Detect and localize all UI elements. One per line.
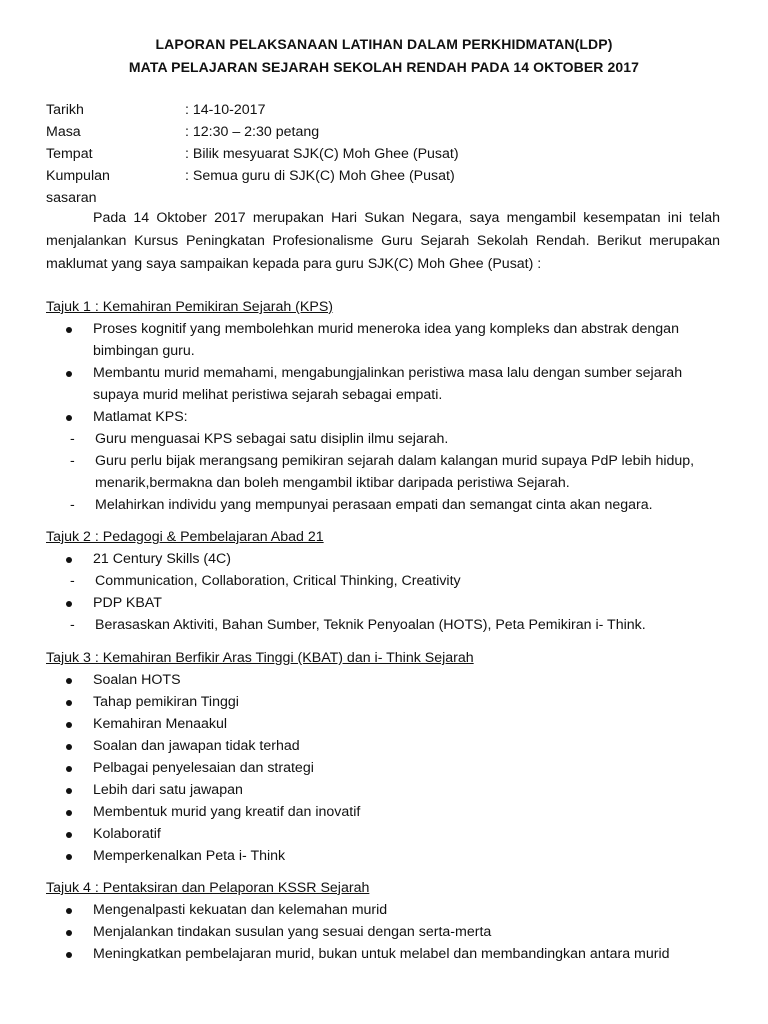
bullet-item — [46, 713, 726, 735]
info-label: Tarikh — [46, 102, 84, 118]
bullet-icon — [66, 832, 72, 838]
section-heading: Tajuk 3 : Kemahiran Berfikir Aras Tinggi (KBAT) dan i- Think Sejarah — [46, 650, 474, 666]
bullet-item — [46, 735, 726, 757]
bullet-item — [46, 757, 726, 779]
dash-marker: - — [70, 497, 75, 513]
dash-item — [46, 494, 726, 516]
bullet-item — [46, 943, 726, 965]
item-text: Lebih dari satu jawapan — [93, 782, 243, 798]
info-value: : Semua guru di SJK(C) Moh Ghee (Pusat) — [185, 168, 455, 184]
bullet-item — [46, 823, 726, 845]
bullet-item — [46, 362, 726, 406]
bullet-icon — [66, 700, 72, 706]
bullet-item — [46, 691, 726, 713]
section-3 — [46, 647, 726, 867]
bullet-icon — [66, 722, 72, 728]
section-list — [46, 548, 726, 636]
bullet-icon — [66, 788, 72, 794]
info-label: Masa — [46, 124, 81, 140]
item-text: Tahap pemikiran Tinggi — [93, 694, 239, 710]
bullet-icon — [66, 854, 72, 860]
item-text: Communication, Collaboration, Critical Thinking, Creativity — [95, 573, 461, 589]
section-heading: Tajuk 2 : Pedagogi & Pembelajaran Abad 21 — [46, 529, 324, 545]
item-text: Guru menguasai KPS sebagai satu disiplin ilmu sejarah. — [95, 431, 449, 447]
bullet-icon — [66, 415, 72, 421]
item-text: Soalan dan jawapan tidak terhad — [93, 738, 300, 754]
item-text: 21 Century Skills (4C) — [93, 551, 231, 567]
item-text: Proses kognitif yang membolehkan murid meneroka idea yang kompleks dan abstrak dengan bimbingan guru. — [93, 321, 679, 359]
item-text: Menjalankan tindakan susulan yang sesuai dengan serta-merta — [93, 924, 492, 940]
dash-item — [46, 428, 726, 450]
intro-paragraph: Pada 14 Oktober 2017 merupakan Hari Sukan Negara, saya mengambil kesempatan ini telah menjalankan Kursus Peningkatan Profesionalisme Guru Sejarah Sekolah Rendah. Berikut merupakan maklumat yang saya sampaikan kepada para guru SJK(C) Moh Ghee (Pusat) : — [46, 210, 720, 272]
bullet-icon — [66, 810, 72, 816]
section-1 — [46, 296, 726, 516]
section-2 — [46, 526, 726, 636]
item-text: Membentuk murid yang kreatif dan inovatif — [93, 804, 361, 820]
bullet-item — [46, 592, 726, 614]
bullet-item — [46, 548, 726, 570]
section-heading: Tajuk 1 : Kemahiran Pemikiran Sejarah (KPS) — [46, 299, 334, 315]
bullet-icon — [66, 766, 72, 772]
info-label: Tempat — [46, 146, 93, 162]
bullet-icon — [66, 744, 72, 750]
section-heading: Tajuk 4 : Pentaksiran dan Pelaporan KSSR Sejarah — [46, 880, 370, 896]
bullet-item — [46, 318, 726, 362]
dash-marker: - — [70, 431, 75, 447]
bullet-icon — [66, 371, 72, 377]
dash-marker: - — [70, 573, 75, 589]
dash-item — [46, 614, 726, 636]
bullet-icon — [66, 908, 72, 914]
bullet-item — [46, 899, 726, 921]
section-4 — [46, 877, 726, 965]
dash-item — [46, 450, 726, 494]
info-label: Kumpulan sasaran — [46, 168, 110, 206]
report-title: LAPORAN PELAKSANAAN LATIHAN DALAM PERKHIDMATAN(LDP) — [155, 36, 613, 52]
bullet-item — [46, 406, 726, 428]
info-value: : Bilik mesyuarat SJK(C) Moh Ghee (Pusat) — [185, 146, 459, 162]
item-text: Membantu murid memahami, mengabungjalinkan peristiwa masa lalu dengan sumber sejarah supaya murid melihat peristiwa sejarah sebagai empati. — [93, 365, 683, 403]
item-text: Mengenalpasti kekuatan dan kelemahan murid — [93, 902, 388, 918]
bullet-icon — [66, 930, 72, 936]
section-list — [46, 318, 726, 516]
info-value: : 14-10-2017 — [185, 102, 266, 118]
bullet-item — [46, 801, 726, 823]
item-text: Melahirkan individu yang mempunyai perasaan empati dan semangat cinta akan negara. — [95, 497, 653, 513]
bullet-item — [46, 845, 726, 867]
bullet-icon — [66, 952, 72, 958]
item-text: Pelbagai penyelesaian dan strategi — [93, 760, 314, 776]
section-list — [46, 899, 726, 965]
bullet-item — [46, 921, 726, 943]
item-text: Memperkenalkan Peta i- Think — [93, 848, 286, 864]
dash-marker: - — [70, 453, 75, 469]
bullet-icon — [66, 678, 72, 684]
report-subtitle: MATA PELAJARAN SEJARAH SEKOLAH RENDAH PADA 14 OKTOBER 2017 — [128, 59, 640, 75]
bullet-item — [46, 779, 726, 801]
item-text: Guru perlu bijak merangsang pemikiran sejarah dalam kalangan murid supaya PdP lebih hidup, menarik,bermakna dan boleh mengambil iktibar daripada peristiwa Sejarah. — [95, 453, 695, 491]
item-text: Kemahiran Menaakul — [93, 716, 228, 732]
bullet-icon — [66, 327, 72, 333]
dash-item — [46, 570, 726, 592]
item-text: PDP KBAT — [93, 595, 162, 611]
item-text: Soalan HOTS — [93, 672, 181, 688]
bullet-icon — [66, 557, 72, 563]
item-text: Meningkatkan pembelajaran murid, bukan untuk melabel dan membandingkan antara murid — [93, 946, 670, 962]
item-text: Matlamat KPS: — [93, 409, 188, 425]
info-value: : 12:30 – 2:30 petang — [185, 124, 320, 140]
dash-marker: - — [70, 617, 75, 633]
item-text: Berasaskan Aktiviti, Bahan Sumber, Teknik Penyoalan (HOTS), Peta Pemikiran i- Think. — [95, 617, 646, 633]
section-list — [46, 669, 726, 867]
bullet-icon — [66, 601, 72, 607]
bullet-item — [46, 669, 726, 691]
item-text: Kolaboratif — [93, 826, 161, 842]
